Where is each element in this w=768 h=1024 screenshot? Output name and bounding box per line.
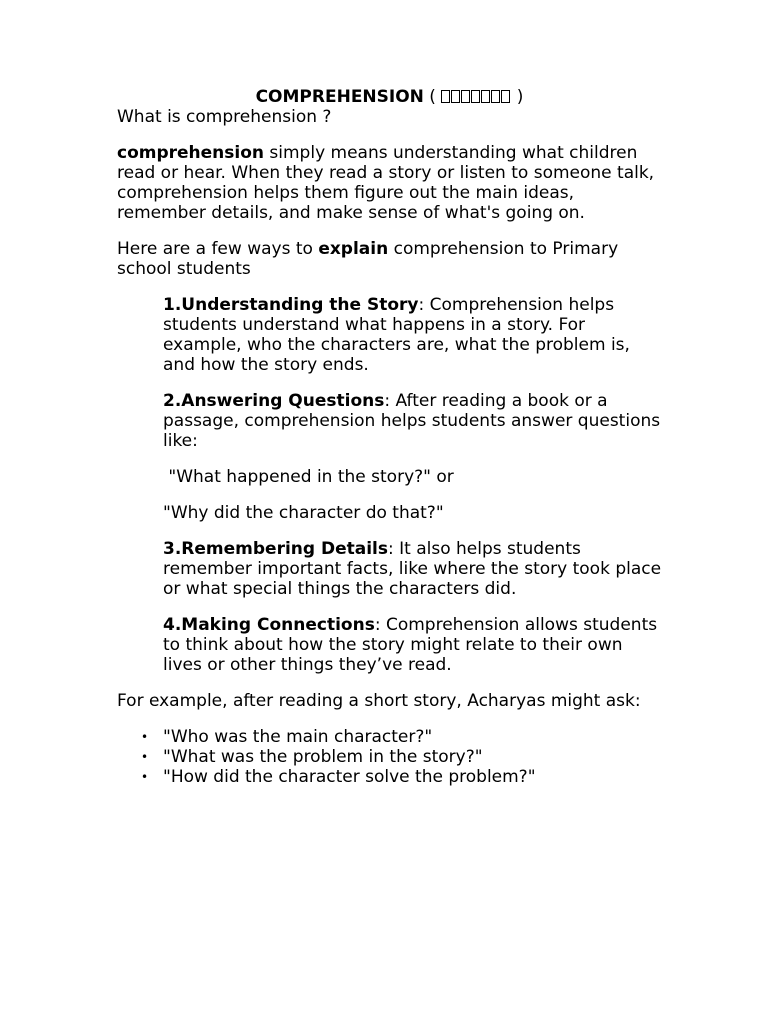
point-text: : Comprehension helps students understand what happens in a story. For example, who the characters are, what the problem is, and how the story ends. (163, 295, 630, 375)
point-answering (163, 391, 662, 451)
example-question-2: "Why did the character do that?" (163, 503, 444, 523)
intro-before: Here are a few ways to (117, 239, 319, 259)
missing-glyph-icon (501, 90, 510, 103)
intro-after: comprehension to Primary school students (117, 239, 619, 279)
point-text: : Comprehension allows students to think about how the story might relate to their own lives or other things they’ve read. (163, 615, 658, 675)
example-intro: For example, after reading a short story, Acharyas might ask: (117, 691, 641, 711)
title-close-paren: ) (511, 87, 524, 107)
list-item-text: "Who was the main character?" (163, 727, 433, 747)
document-page (117, 87, 662, 787)
list-item-text: "What was the problem in the story?" (163, 747, 483, 767)
point-heading: 4.Making Connections (163, 615, 375, 635)
example-question-1: "What happened in the story?" or (163, 467, 454, 487)
intro-bold: explain (318, 239, 389, 259)
missing-glyph-icon (441, 90, 450, 103)
intro-paragraph (117, 239, 662, 279)
bullet-icon: • (141, 730, 149, 744)
point-remembering (163, 539, 662, 599)
list-item (117, 767, 662, 787)
question-heading: What is comprehension ? (117, 107, 332, 127)
title-main: COMPREHENSION (255, 87, 424, 107)
point-heading: 2.Answering Questions (163, 391, 385, 411)
list-item (117, 727, 662, 747)
bullet-icon: • (141, 750, 149, 764)
missing-glyph-icon (471, 90, 480, 103)
point-heading: 1.Understanding the Story (163, 295, 419, 315)
point-text: : It also helps students remember important facts, like where the story took place or what special things the characters did. (163, 539, 662, 599)
point-text: : After reading a book or a passage, comprehension helps students answer questions like: (163, 391, 661, 451)
missing-glyph-icon (461, 90, 470, 103)
page-title (117, 87, 662, 107)
definition-text: simply means understanding what children read or hear. When they read a story or listen to someone talk, comprehension helps them figure out the main ideas, remember details, and make sense of what's going on. (117, 143, 655, 223)
list-item-text: "How did the character solve the problem?" (163, 767, 536, 787)
bullet-icon: • (141, 770, 149, 784)
definition-term: comprehension (117, 143, 265, 163)
point-heading: 3.Remembering Details (163, 539, 388, 559)
list-item (117, 747, 662, 767)
title-open-paren: ( (423, 87, 442, 107)
missing-glyph-icon (491, 90, 500, 103)
missing-glyph-icon (481, 90, 490, 103)
point-connections (163, 615, 662, 675)
question-list (117, 727, 662, 787)
point-understanding (163, 295, 662, 375)
definition-paragraph (117, 143, 662, 223)
missing-glyph-icon (451, 90, 460, 103)
missing-glyph-boxes (441, 87, 511, 107)
